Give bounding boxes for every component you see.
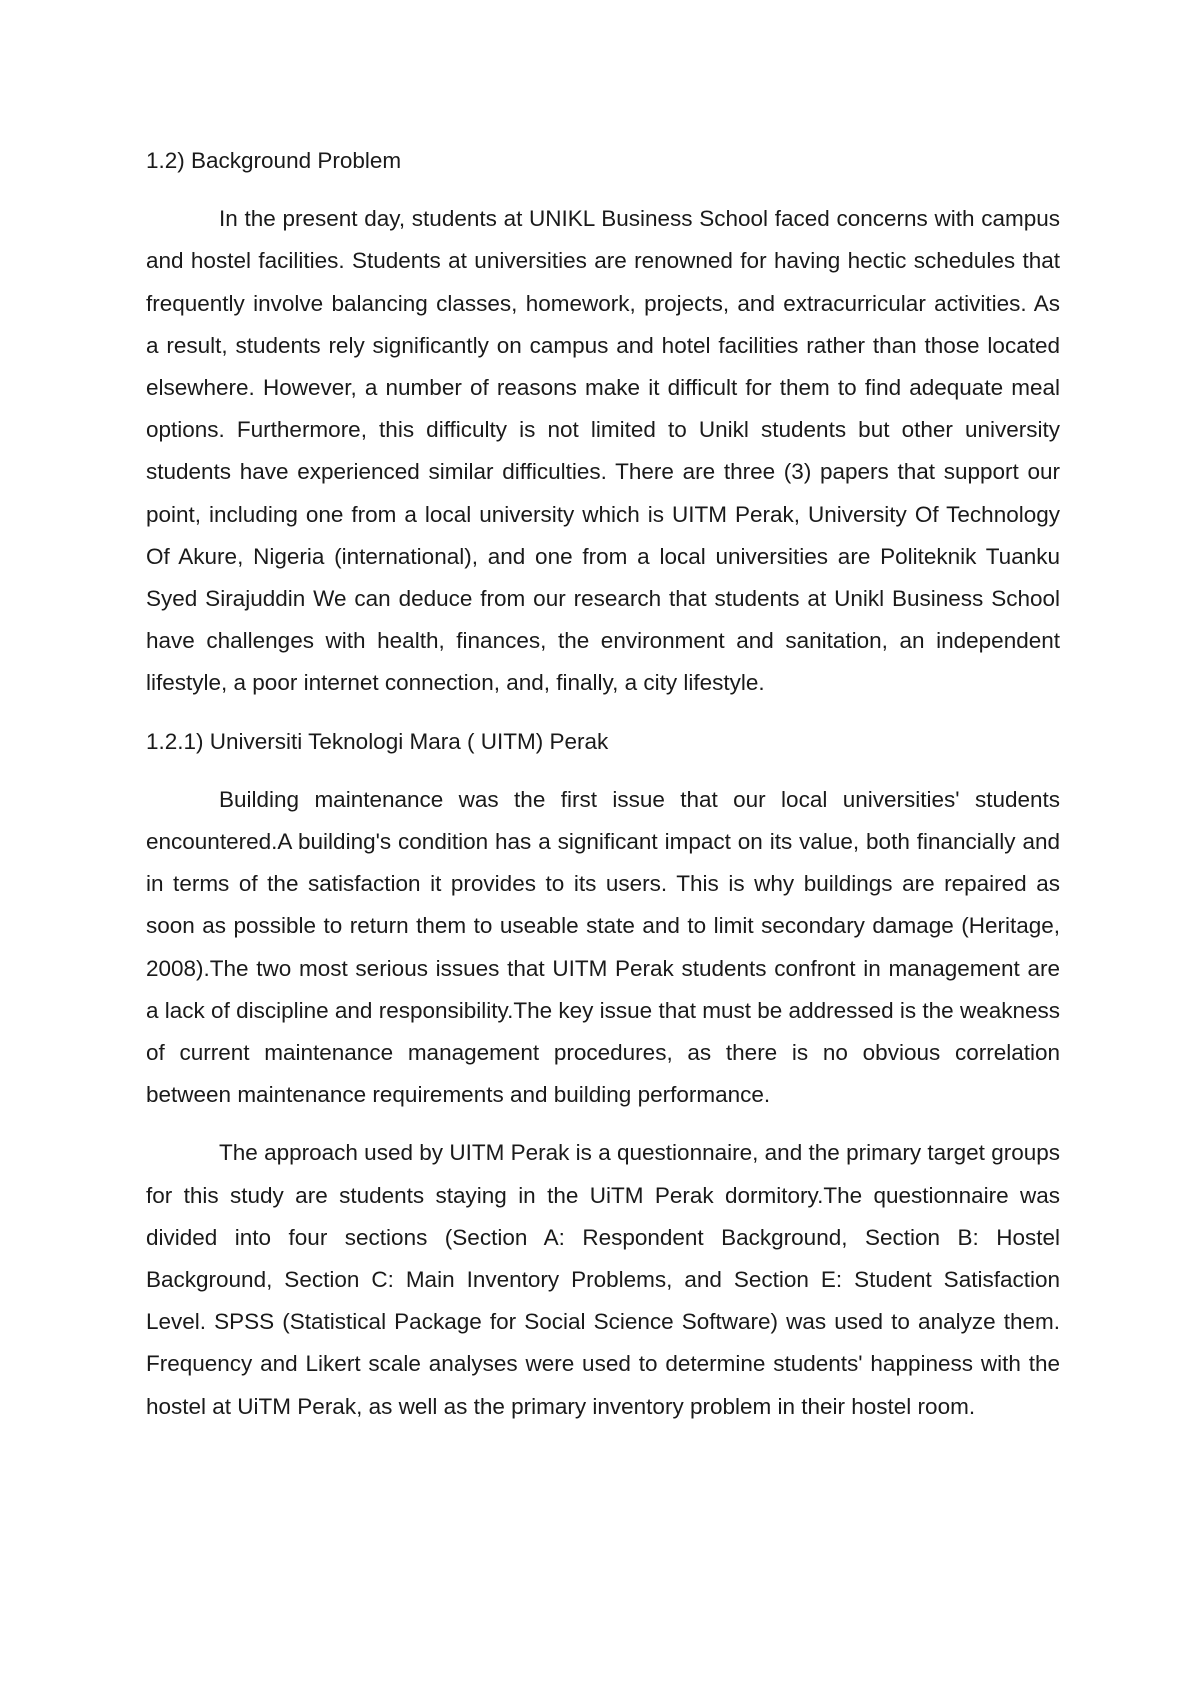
document-body xyxy=(146,140,1060,1444)
section-heading-background-problem: 1.2) Background Problem xyxy=(146,148,402,173)
paragraph-background-problem: In the present day, students at UNIKL Business School faced concerns with campus and hostel facilities. Students at universities are renowned for having hectic schedules that frequently involve balancing classes, homework, projects, and extracurricular activities. As a result, students rely significantly on campus and hotel facilities rather than those located elsewhere. However, a number of reasons make it difficult for them to find adequate meal options. Furthermore, this difficulty is not limited to Unikl students but other university students have experienced similar difficulties. There are three (3) papers that support our point, including one from a local university which is UITM Perak, University Of Technology Of Akure, Nigeria (international), and one from a local universities are Politeknik Tuanku Syed Sirajuddin We can deduce from our research that students at Unikl Business School have challenges with health, finances, the environment and sanitation, an independent lifestyle, a poor internet connection, and, finally, a city lifestyle. xyxy=(146,206,1060,696)
paragraph-questionnaire-approach: The approach used by UITM Perak is a questionnaire, and the primary target groups for this study are students staying in the UiTM Perak dormitory.The questionnaire was divided into four sections (Section A: Respondent Background, Section B: Hostel Background, Section C: Main Inventory Problems, and Section E: Student Satisfaction Level. SPSS (Statistical Package for Social Science Software) was used to analyze them. Frequency and Likert scale analyses were used to determine students' happiness with the hostel at UiTM Perak, as well as the primary inventory problem in their hostel room. xyxy=(146,1140,1060,1419)
section-heading-uitm-perak: 1.2.1) Universiti Teknologi Mara ( UITM) Perak xyxy=(146,728,609,754)
paragraph-building-maintenance: Building maintenance was the first issue that our local universities' students encountered.A building's condition has a significant impact on its value, both financially and in terms of the satisfaction it provides to its users. This is why buildings are repaired as soon as possible to return them to useable state and to limit secondary damage (Heritage, 2008).The two most serious issues that UITM Perak students confront in management are a lack of discipline and responsibility.The key issue that must be addressed is the weakness of current maintenance management procedures, as there is no obvious correlation between maintenance requirements and building performance. xyxy=(146,786,1060,1108)
